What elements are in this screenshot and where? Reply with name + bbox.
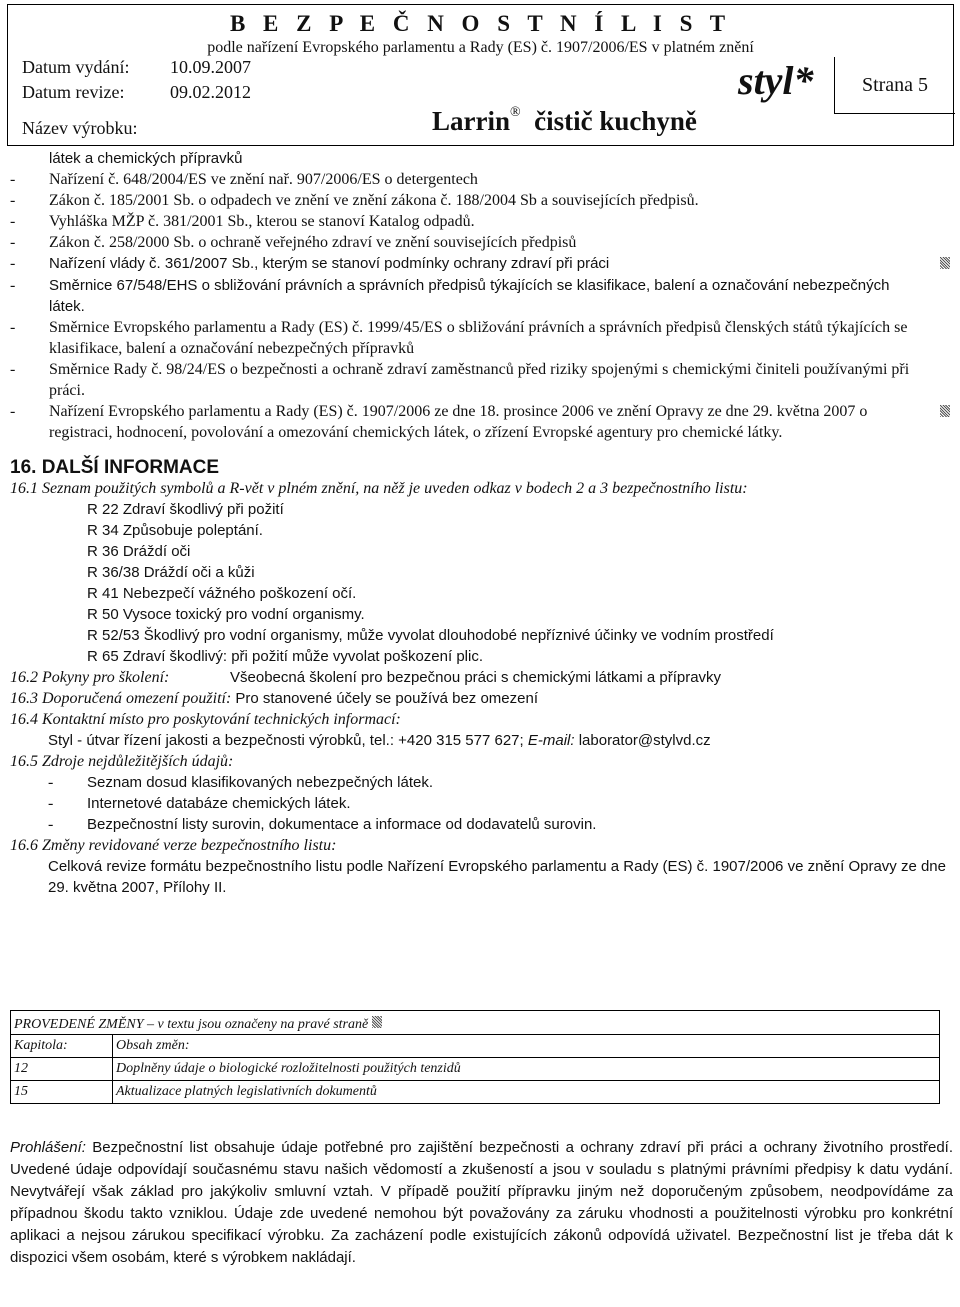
issue-date-value: 10.09.2007 [170, 57, 251, 77]
changes-table-caption-row [11, 1011, 940, 1035]
legislation-text: Směrnice Rady č. 98/24/ES o bezpečnosti a ochraně zdraví zaměstnanců před riziky spojenými s chemickými činiteli používanými při práci. [49, 361, 910, 399]
list-dash: - [10, 403, 16, 420]
legislation-item [10, 275, 950, 317]
section-16-2 [10, 667, 950, 688]
section-16-2-label: 16.2 Pokyny pro školení: [10, 669, 170, 686]
legislation-list [10, 169, 950, 443]
list-dash: - [48, 795, 54, 812]
source-text: Bezpečnostní listy surovin, dokumentace a informace od dodavatelů surovin. [87, 816, 597, 833]
source-text: Internetové databáze chemických látek. [87, 795, 351, 812]
list-dash: - [48, 774, 54, 791]
document-body [10, 148, 950, 898]
legislation-item [10, 401, 950, 443]
revision-date-line [22, 82, 251, 103]
r-phrase: R 36/38 Dráždí oči a kůži [87, 564, 255, 581]
product-name-label: Název výrobku: [22, 118, 138, 138]
legislation-text: Nařízení vlády č. 361/2007 Sb., kterým se stanoví podmínky ochrany zdraví při práci [49, 255, 610, 272]
chapter-cell: 12 [11, 1058, 113, 1081]
legislation-text: Směrnice 67/548/EHS o sbližování právních a správních předpisů týkajících se klasifikace, balení a označování nebezpečných látek. [49, 277, 890, 315]
sources-list [10, 772, 950, 835]
product-name-tail: čistič kuchyně [534, 106, 697, 136]
legislation-item [10, 232, 950, 253]
changes-table-caption: PROVEDENÉ ZMĚNY – v textu jsou označeny na pravé straně [11, 1011, 940, 1035]
list-dash: - [10, 255, 16, 272]
section-16-6-label: 16.6 Změny revidované verze bezpečnostního listu: [10, 837, 337, 854]
legislation-text: Vyhláška MŽP č. 381/2001 Sb., kterou se stanoví Katalog odpadů. [49, 213, 475, 230]
section-16-4-label: 16.4 Kontaktní místo pro poskytování technických informací: [10, 711, 401, 728]
section-16-6-value: Celková revize formátu bezpečnostního listu podle Nařízení Evropského parlamentu a Rady (ES) č. 1907/2006 ve znění Opravy ze dne 29. května 2007, Přílohy II. [48, 858, 946, 896]
list-dash: - [10, 277, 16, 294]
declaration [10, 1137, 953, 1269]
page-number: Strana 5 [834, 57, 955, 114]
declaration-text: Bezpečnostní list obsahuje údaje potřebné pro zajištění bezpečnosti a ochrany zdraví při práci a ochrany životního prostředí. Uvedené údaje odpovídají současnému stavu našich vědomostí a zkušeností a jsou v souladu s platnými právními předpisy k datu vydání. Nevytvářejí však základ pro jakýkoliv smluvní vztah. V případě použití přípravku jiným než doporučeným způsobem, neodpovídáme za případnou škodu takto vzniklou. Údaje zde uvedené nemohou být považovány za záruku vhodnosti a použitelnosti výrobku pro konkrétní aplikaci a nejsou zárukou specifikací výrobku. Za zacházení podle existujících zákonů odpovídá uživatel. Bezpečnostní list je třeba dát k dispozici všem osobám, které s výrobkem nakládají. [10, 1139, 954, 1266]
product-name-brand: Larrin [432, 106, 510, 136]
legislation-item [10, 169, 950, 190]
r-phrase: R 52/53 Škodlivý pro vodní organismy, může vyvolat dlouhodobé nepříznivé účinky ve vodním prostředí [87, 627, 774, 644]
r-phrase: R 65 Zdraví škodlivý: při požití může vyvolat poškození plic. [87, 648, 483, 665]
table-row [11, 1058, 940, 1081]
r-phrase: R 50 Vysoce toxický pro vodní organismy. [87, 606, 365, 623]
chapter-cell: 15 [11, 1081, 113, 1104]
source-item [10, 772, 950, 793]
legislation-text: Zákon č. 185/2001 Sb. o odpadech ve znění ve znění zákona č. 188/2004 Sb a souvisejících předpisů. [49, 192, 699, 209]
legislation-text: Nařízení č. 648/2004/ES ve znění nař. 907/2006/ES o detergentech [49, 171, 478, 188]
section-16-title: 16. DALŠÍ INFORMACE [10, 457, 220, 478]
change-marker [920, 253, 950, 275]
source-text: Seznam dosud klasifikovaných nebezpečných látek. [87, 774, 434, 791]
changes-table-header [11, 1035, 940, 1058]
contact-text: Styl - útvar řízení jakosti a bezpečnosti výrobků, tel.: +420 315 577 627; [48, 732, 524, 749]
section-16-3 [10, 688, 950, 709]
list-dash: - [10, 361, 16, 378]
email-label: E-mail: [527, 732, 575, 749]
list-dash: - [10, 171, 16, 188]
r-phrase: R 41 Nebezpečí vážného poškození očí. [87, 585, 357, 602]
section-16-3-label: 16.3 Doporučená omezení použití: [10, 690, 232, 707]
list-dash: - [48, 816, 54, 833]
legislation-continuation: látek a chemických přípravků [49, 150, 243, 167]
source-item [10, 793, 950, 814]
revision-date-value: 09.02.2012 [170, 82, 251, 102]
issue-date-label: Datum vydání: [22, 57, 130, 77]
legislation-item [10, 317, 950, 359]
change-content-cell: Aktualizace platných legislativních dokumentů [113, 1081, 940, 1104]
legislation-item [10, 211, 950, 232]
legislation-text: Nařízení Evropského parlamentu a Rady (ES) č. 1907/2006 ze dne 18. prosince 2006 ve znění Opravy ze dne 29. května 2007 o registraci, hodnocení, povolování a omezování chemických látek, o zřízení Evropské agentury pro chemické látky. [49, 403, 868, 441]
list-dash: - [10, 234, 16, 251]
section-16-4-value [10, 730, 950, 751]
legislation-item [10, 359, 950, 401]
r-phrase: R 36 Dráždí oči [87, 543, 191, 560]
col-content-header: Obsah změn: [113, 1035, 940, 1058]
r-phrase: R 34 Způsobuje poleptání. [87, 522, 263, 539]
col-chapter-header: Kapitola: [11, 1035, 113, 1058]
source-item [10, 814, 950, 835]
email-link[interactable]: laborator@stylvd.cz [578, 732, 711, 749]
list-dash: - [10, 192, 16, 209]
changes-table [10, 1010, 940, 1104]
document-title: B E Z P E Č N O S T N Í L I S T [229, 11, 732, 36]
change-content-cell: Doplněny údaje o biologické rozložitelnosti použitých tenzidů [113, 1058, 940, 1081]
legislation-item [10, 190, 950, 211]
r-phrase: R 22 Zdraví škodlivý při požití [87, 501, 284, 518]
document-subtitle: podle nařízení Evropského parlamentu a Rady (ES) č. 1907/2006/ES v platném znění [207, 39, 754, 56]
declaration-label: Prohlášení: [10, 1139, 86, 1156]
legislation-item [10, 253, 950, 275]
section-16-2-value: Všeobecná školení pro bezpečnou práci s chemickými látkami a přípravky [230, 669, 722, 686]
section-16-5-label: 16.5 Zdroje nejdůležitějších údajů: [10, 753, 234, 770]
list-dash: - [10, 319, 16, 336]
section-16-1-label: 16.1 Seznam použitých symbolů a R-vět v plném znění, na něž je uveden odkaz v bodech 2 a 3 bezpečnostního listu: [10, 480, 748, 497]
issue-date-line [22, 57, 251, 78]
brand-logo: styl* [738, 58, 814, 103]
legislation-text: Zákon č. 258/2000 Sb. o ochraně veřejného zdraví ve znění souvisejících předpisů [49, 234, 577, 251]
revision-date-label: Datum revize: [22, 82, 125, 102]
product-name [432, 106, 697, 137]
document-header [7, 4, 954, 146]
r-phrase-list [10, 499, 950, 667]
list-dash: - [10, 213, 16, 230]
registered-mark: ® [510, 105, 521, 120]
table-row [11, 1081, 940, 1104]
section-16-3-value: Pro stanovené účely se používá bez omezení [235, 690, 538, 707]
legislation-text: Směrnice Evropského parlamentu a Rady (ES) č. 1999/45/ES o sbližování právních a správních předpisů členských států týkajících se klasifikace, balení a označování nebezpečných přípravků [49, 319, 908, 357]
change-marker [920, 401, 950, 423]
